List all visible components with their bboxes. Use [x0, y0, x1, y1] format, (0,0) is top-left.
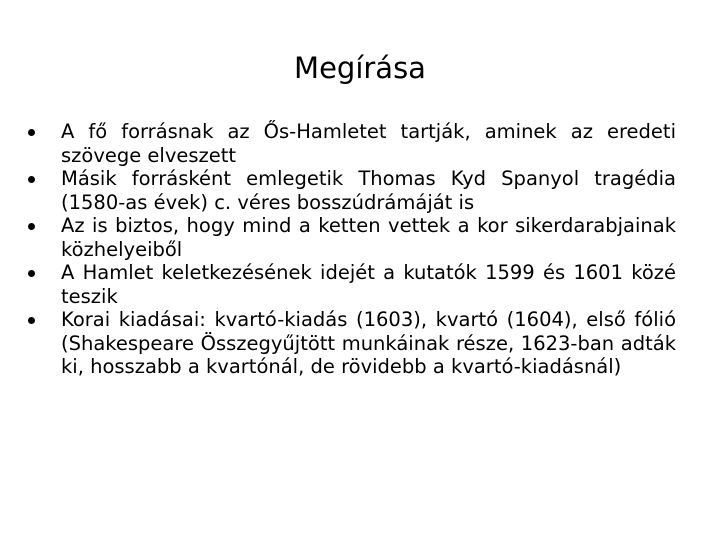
bullet-text: A Hamlet keletkezésének idejét a kutatók 1599 és 1601 közé teszik [61, 261, 676, 308]
bullet-text: A fő forrásnak az Ős-Hamletet tartják, aminek az eredeti szövege elveszett [61, 120, 676, 167]
bullet-dot-icon [28, 223, 35, 230]
slide-title: Megírása [294, 51, 426, 85]
bullet-dot-icon [28, 270, 35, 277]
bullet-item [28, 308, 676, 379]
bullet-dot-icon [28, 176, 35, 183]
bullet-text: Másik forrásként emlegetik Thomas Kyd Spanyol tragédia (1580-as évek) c. véres bosszúdrámáját is [61, 167, 676, 214]
bullet-text: Korai kiadásai: kvartó-kiadás (1603), kvartó (1604), első fólió (Shakespeare Összegyűjtött munkáinak része, 1623-ban adták ki, hosszabb a kvartónál, de rövidebb a kvartó-kiadásnál) [61, 308, 676, 378]
bullet-item [28, 167, 676, 214]
bullet-list [28, 120, 676, 379]
bullet-item [28, 214, 676, 261]
bullet-item [28, 120, 676, 167]
bullet-text: Az is biztos, hogy mind a ketten vettek a kor sikerdarabjainak közhelyeiből [61, 214, 676, 261]
bullet-item [28, 261, 676, 308]
bullet-dot-icon [28, 129, 35, 136]
bullet-dot-icon [28, 317, 35, 324]
